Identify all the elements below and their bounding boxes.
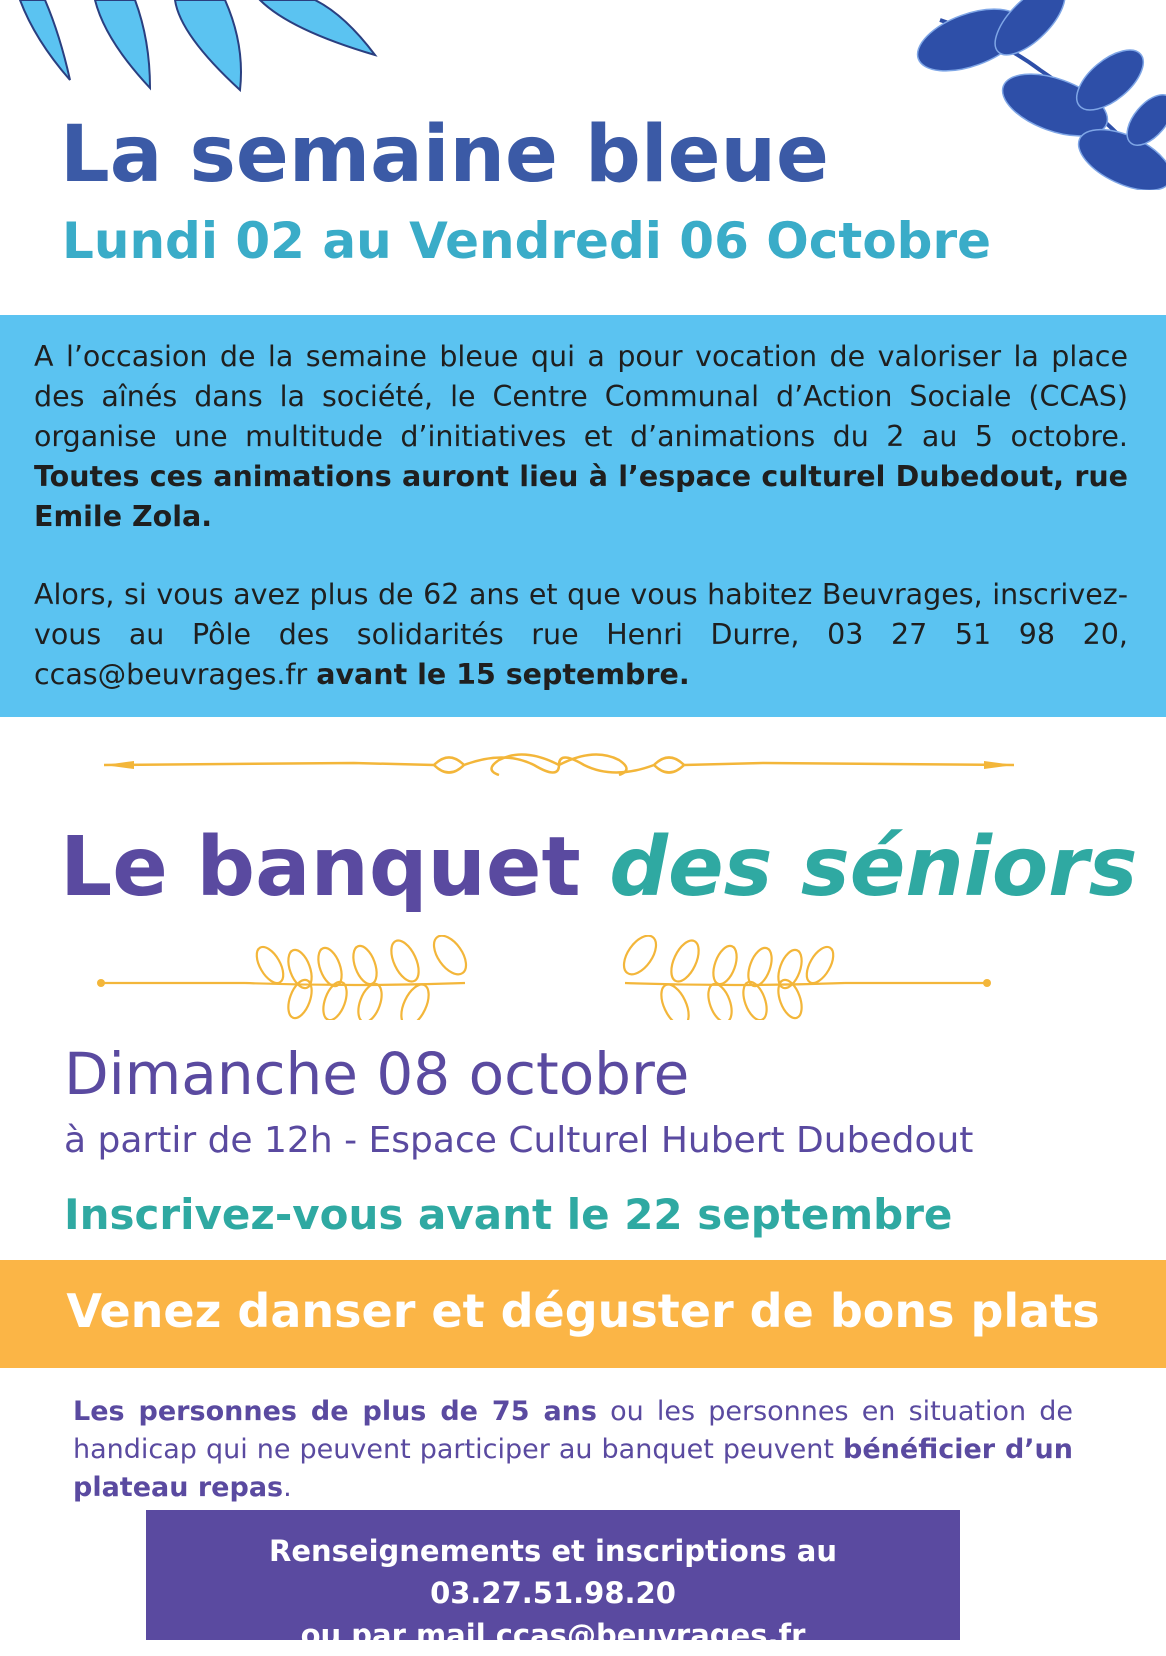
contact-box bbox=[146, 1510, 960, 1652]
banquet-deadline: Inscrivez-vous avant le 22 septembre bbox=[64, 1190, 953, 1239]
banner bbox=[0, 1260, 1166, 1368]
info-paragraph: Les personnes de plus de 75 ans ou les personnes en situation de handicap qui ne peuvent participer au banquet peuvent bénéficier d’un plateau repas. bbox=[73, 1396, 1073, 1503]
contact-phone: Renseignements et inscriptions au 03.27.51.98.20 bbox=[269, 1534, 837, 1610]
intro-panel bbox=[0, 315, 1166, 717]
intro-paragraph: A l’occasion de la semaine bleue qui a pour vocation de valoriser la place des aînés dans la société, le Centre Communal d’Action Sociale (CCAS) organise une multitude d’initiatives et d’animations du 2 au 5 octobre. Toutes ces animations auront lieu à l’espace culturel Dubedout, rue Emile Zola. bbox=[34, 340, 1128, 533]
contact-email: ou par mail ccas@beuvrages.fr bbox=[300, 1618, 806, 1652]
event-dates: Lundi 02 au Vendredi 06 Octobre bbox=[62, 212, 992, 270]
page-title: La semaine bleue bbox=[60, 110, 829, 200]
ornament-divider-icon bbox=[104, 745, 1014, 785]
leaf-branch-dark-icon bbox=[880, 0, 1166, 190]
leaf-branch-light-icon bbox=[0, 0, 380, 95]
banquet-title: Le banquet des séniors bbox=[60, 820, 1138, 915]
registration-paragraph: Alors, si vous avez plus de 62 ans et que vous habitez Beuvrages, inscrivez-vous au Pôle des solidarités rue Henri Durre, 03 27 51 98 20, ccas@beuvrages.fr avant le 15 septembre. bbox=[34, 578, 1128, 691]
banquet-date: Dimanche 08 octobre bbox=[64, 1040, 690, 1108]
banner-text: Venez danser et déguster de bons plats bbox=[66, 1284, 1100, 1338]
laurel-divider-icon bbox=[95, 935, 995, 1020]
banquet-time-place: à partir de 12h - Espace Culturel Hubert Dubedout bbox=[64, 1120, 974, 1161]
